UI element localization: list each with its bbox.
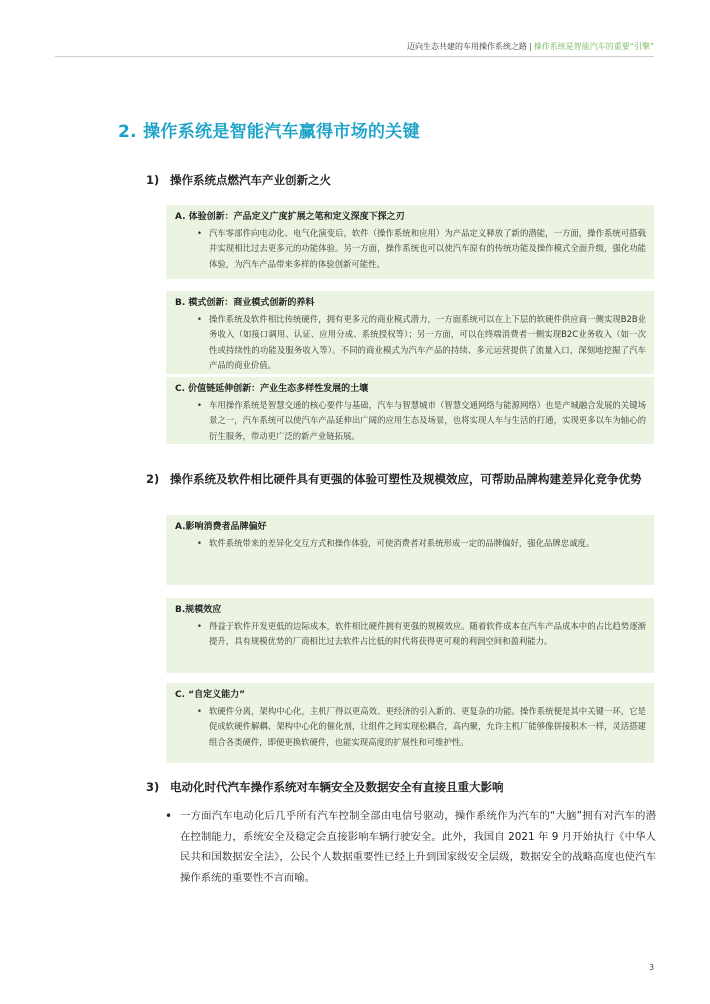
subsection-title: 操作系统点燃汽车产业创新之火 <box>170 173 331 187</box>
callout-text: 软件系统带来的差异化交互方式和操作体验，可使消费者对系统形成一定的品牌偏好，强化品牌忠诚度。 <box>209 538 595 548</box>
header-chapter-title: 操作系统是智能汽车的重要“引擎” <box>533 42 654 51</box>
subsection-heading-3 <box>146 777 666 798</box>
callout-title: B. 模式创新：商业模式创新的养料 <box>175 298 315 308</box>
subsection-number: 1) <box>146 173 160 187</box>
callout-text: 得益于软件开发更低的边际成本，软件相比硬件拥有更强的规模效应。随着软件成本在汽车产品成本中的占比趋势逐渐提升，具有规模优势的厂商相比过去软件占比低的时代将获得更可观的利润空间和盈利能力。 <box>209 621 646 647</box>
running-header <box>407 41 654 52</box>
callout-body <box>175 619 646 650</box>
callout-text: 车用操作系统是智慧交通的核心要件与基础，汽车与智慧城市（智慧交通网络与能源网络）也是产城融合发展的关键场景之一，汽车系统可以使汽车产品延伸出广阔的应用生态及场景，也将实现人车与生活的打通，实现更多以车为轴心的衍生服务，带动更广泛的新产业链拓展。 <box>209 400 646 441</box>
callout-body <box>175 226 646 272</box>
callout-text: 软硬件分离，架构中心化，主机厂得以更高效、更经济的引入新的、更复杂的功能。操作系统便是其中关键一环，它是促成软硬件解耦、架构中心化的催化剂，让组件之间实现松耦合，高内聚，允许主机厂能够像拼接积木一样，灵活搭建组合各类硬件，即便更换软硬件，也能实现高度的扩展性和可维护性。 <box>209 706 646 747</box>
callout-box-brand-preference <box>166 515 654 585</box>
bullet-icon: • <box>165 809 173 823</box>
subsection-title: 电动化时代汽车操作系统对车辆安全及数据安全有直接且重大影响 <box>170 780 504 794</box>
callout-box-model-innovation <box>166 291 654 374</box>
callout-title: A. 体验创新：产品定义广度扩展之笔和定义深度下探之刃 <box>175 212 405 222</box>
callout-box-value-chain-innovation <box>166 377 654 444</box>
header-separator: | <box>529 42 532 51</box>
callout-body <box>175 398 646 444</box>
body-paragraph <box>165 806 656 888</box>
subsection-number: 3) <box>146 780 160 794</box>
subsection-heading-2 <box>146 469 666 490</box>
bullet-icon: • <box>197 706 202 716</box>
callout-title: C. “自定义能力” <box>175 690 245 700</box>
callout-box-experience-innovation <box>166 205 654 279</box>
callout-body <box>175 536 646 551</box>
header-rule <box>55 56 654 57</box>
callout-body <box>175 704 646 750</box>
paragraph-text: 一方面汽车电动化后几乎所有汽车控制全部由电信号驱动，操作系统作为汽车的“大脑”拥有对汽车的潜在控制能力，系统安全及稳定会直接影响车辆行驶安全。此外，我国自 2021 年 9 月开始执行《中华人民共和国数据安全法》，公民个人数据重要性已经上升到国家级安全层级，数据安全的战略高度也使汽车操作系统的重要性不言而喻。 <box>180 810 656 884</box>
callout-title: B.规模效应 <box>175 605 222 615</box>
callout-box-scale-effect <box>166 598 654 673</box>
callout-box-customization <box>166 683 654 763</box>
bullet-icon: • <box>197 621 202 631</box>
subsection-heading-1 <box>146 170 666 191</box>
section-title: 2. 操作系统是智能汽车赢得市场的关键 <box>118 122 420 142</box>
bullet-icon: • <box>197 228 202 238</box>
bullet-icon: • <box>197 314 202 324</box>
callout-body <box>175 312 646 374</box>
page-number: 3 <box>649 963 655 972</box>
callout-title: A.影响消费者品牌偏好 <box>175 522 267 532</box>
bullet-icon: • <box>197 400 202 410</box>
callout-text: 操作系统及软件相比传统硬件，拥有更多元的商业模式潜力，一方面系统可以在上下层的软硬件供应商一侧实现B2B业务收入（如接口调用、认证、应用分成、系统授权等）；另一方面，可以在终端消费者一侧实现B2C业务收入（如一次性或持续性的功能及服务收入等）。不同的商业模式为汽车产品的持续、多元运营提供了流量入口，深刻地挖掘了汽车产品的商业价值。 <box>209 314 646 371</box>
subsection-number: 2) <box>146 472 160 486</box>
callout-title: C. 价值链延伸创新：产业生态多样性发展的土壤 <box>175 384 369 394</box>
header-doc-title: 迈向生态共建的车用操作系统之路 <box>407 42 527 51</box>
subsection-title: 操作系统及软件相比硬件具有更强的体验可塑性及规模效应，可帮助品牌构建差异化竞争优势 <box>170 472 642 486</box>
callout-text: 汽车零部件向电动化、电气化演变后，软件（操作系统和应用）为产品定义释放了新的潜能，一方面，操作系统可搭载并实现相比过去更多元的功能体验。另一方面，操作系统也可以使汽车原有的传统功能及操作模式全面升级，强化功能体验，为汽车产品带来多样的体验创新可能性。 <box>209 228 646 269</box>
bullet-icon: • <box>197 538 202 548</box>
